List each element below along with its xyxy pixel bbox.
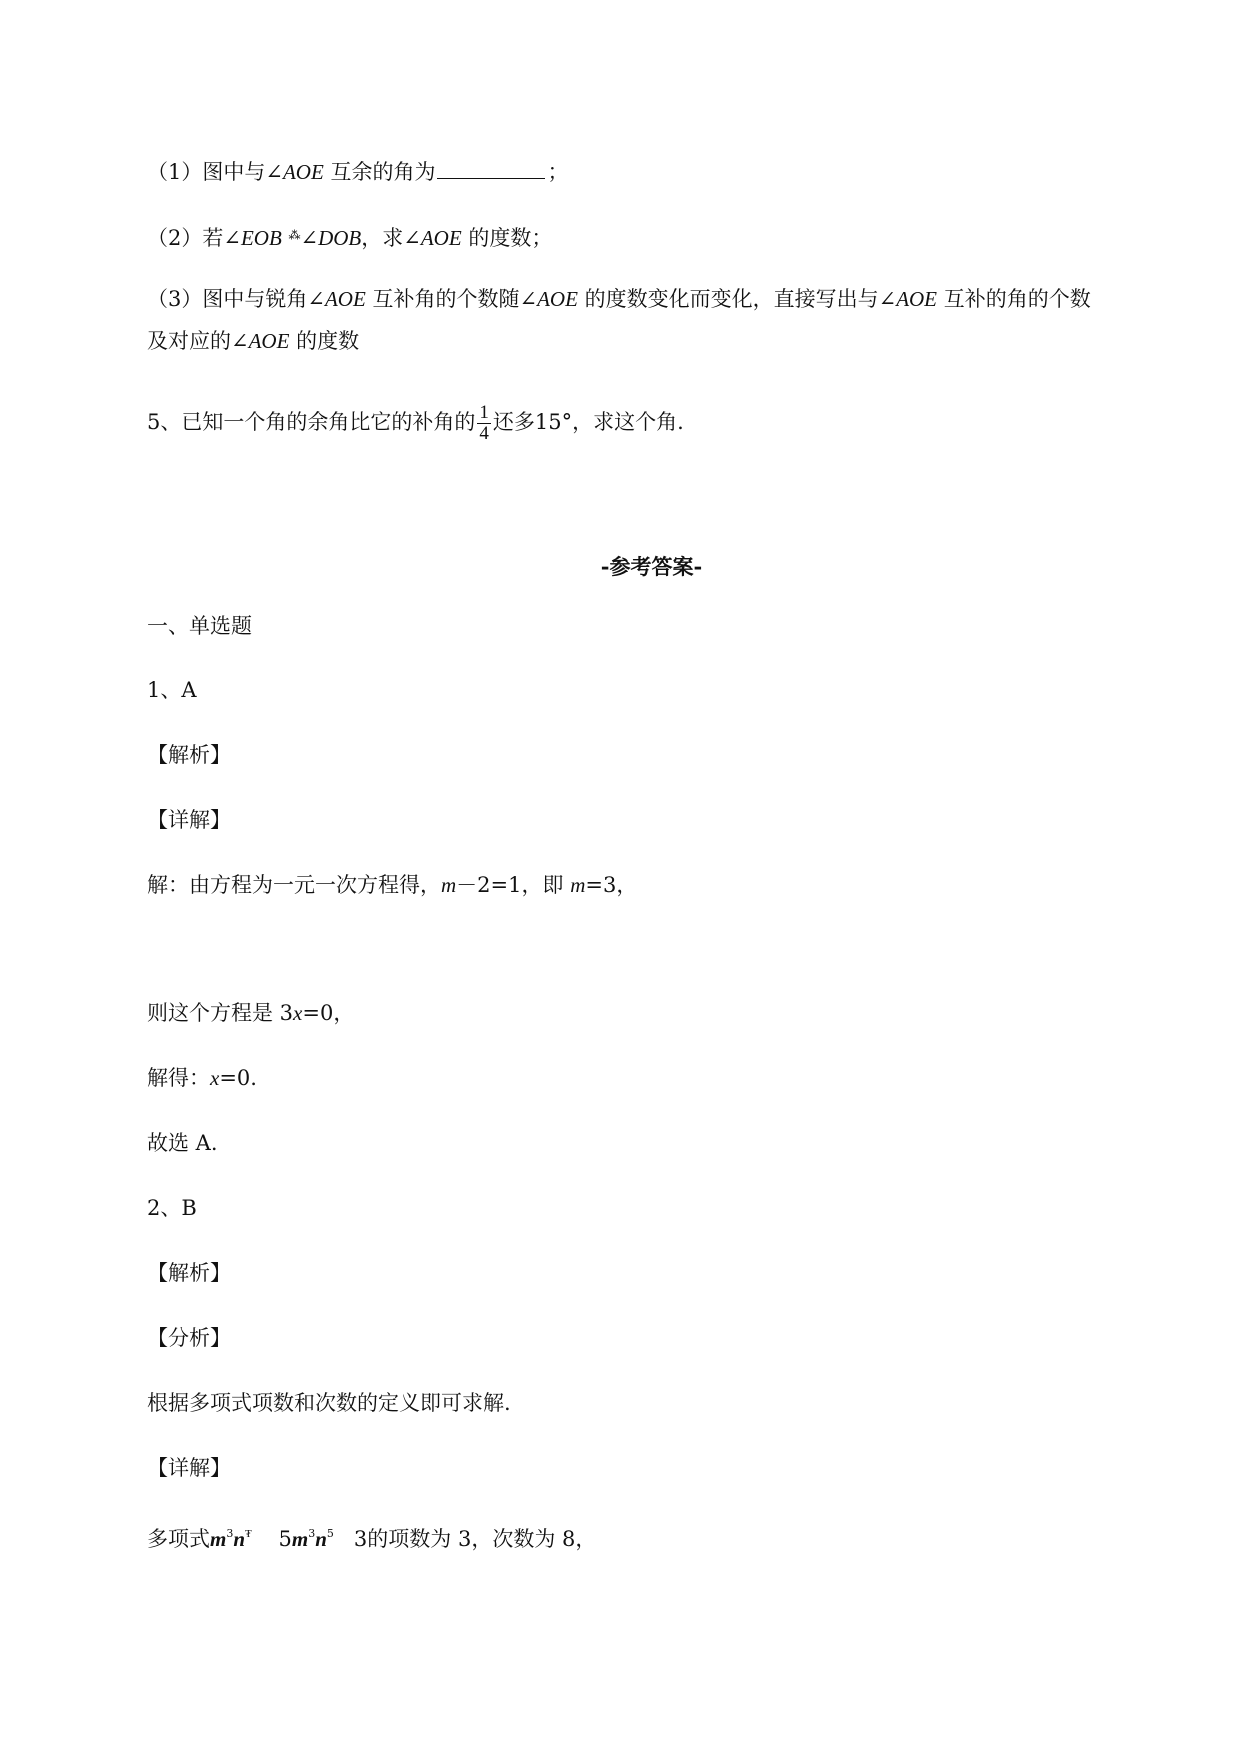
angle-aoe: ∠AOE [231,329,290,353]
angle-aoe: ∠AOE [878,287,938,311]
q4-part3-line2-end: 的度数 [296,329,360,353]
step2-prefix: 则这个方程是 3 [147,1001,294,1025]
q4-part3-prefix: （3）图中与锐角 [147,287,308,311]
var-m: m [570,873,586,897]
q4-part3-mid2: 的度数变化而变化，直接写出与 [584,287,879,311]
q4-part2-end: 的度数； [468,226,553,250]
q4-part1-prefix: （1）图中与 [147,160,266,184]
var-x: x [210,1066,220,1090]
answer-1-analysis-tag: 【解析】 [147,743,231,767]
answer-2-polynomial-line [147,1520,596,1553]
poly-end: 的项数为 3，次数为 8， [367,1527,597,1551]
angle-aoe: ∠AOE [519,287,578,311]
q4-part1-suffix: 互余的角为 [330,160,436,184]
answer-1-step2 [147,999,354,1027]
exponent: 3 [308,1527,316,1540]
coefficient: 5 [278,1527,292,1551]
answer-2-label: 2、B [147,1196,197,1220]
answer-2-analyze-tag: 【分析】 [147,1326,231,1350]
constant-term: 3 [353,1527,368,1551]
answer-2-analysis-tag: 【解析】 [147,1261,231,1285]
answer-1-step1 [147,871,637,899]
step3-end: =0. [219,1066,257,1090]
q4-part2-mid: ，求 [361,226,404,250]
exponent: 5 [326,1527,334,1540]
q4-part3-line2-prefix: 及对应的 [147,329,231,353]
angle-aoe: ∠AOE [307,287,366,311]
q4-part3-end: 互补的角的个数 [943,287,1091,311]
step1-prefix: 解：由方程为一元一次方程得， [147,873,441,897]
var-n: n [315,1527,327,1551]
q4-part2-prefix: （2）若 [147,226,224,250]
fraction-one-quarter [477,403,491,444]
angle-dob: ∠DOB [300,226,362,250]
q4-part1-end: ； [547,160,569,184]
q4-part3-line2 [147,327,359,355]
angle-aoe: ∠AOE [403,226,462,250]
section-heading: 一、单选题 [147,614,252,638]
answer-1-step3 [147,1064,257,1092]
exponent: ₮ [245,1527,252,1540]
fraction-numerator: 1 [479,402,489,423]
q5-prefix: 5、已知一个角的余角比它的补角的 [147,410,476,434]
fraction-denominator: 4 [479,423,489,444]
q4-part1 [147,158,568,186]
var-m: m [441,873,457,897]
poly-prefix: 多项式 [147,1527,210,1551]
answer-2-detail-tag: 【详解】 [147,1456,231,1480]
step2-end: =0， [302,1001,355,1025]
answer-blank [437,160,545,179]
q5-suffix: 还多15°，求这个角. [492,410,684,434]
answer-1-detail-tag: 【详解】 [147,808,231,832]
angle-aoe: ∠AOE [265,160,324,184]
answers-title: -参考答案- [600,554,703,579]
answer-1-label: 1、A [147,678,197,702]
q5 [147,397,684,447]
var-n: n [233,1527,246,1551]
q4-part2 [147,221,552,252]
relation-symbol: ⁂ [288,228,301,242]
step1-mid: －2=1，即 [456,873,564,897]
answer-2-step1: 根据多项式项数和次数的定义即可求解. [147,1391,511,1415]
q4-part3-mid: 互补角的个数随 [372,287,520,311]
step1-end: =3， [585,873,638,897]
var-x: x [293,1001,303,1025]
var-m: m [210,1527,227,1551]
exponent: 3 [226,1527,234,1540]
angle-eob: ∠EOB [223,226,282,250]
q4-part3-line1 [147,285,1091,313]
step3-prefix: 解得： [147,1066,210,1090]
var-m: m [291,1527,309,1551]
answer-1-step4: 故选 A. [147,1131,218,1155]
